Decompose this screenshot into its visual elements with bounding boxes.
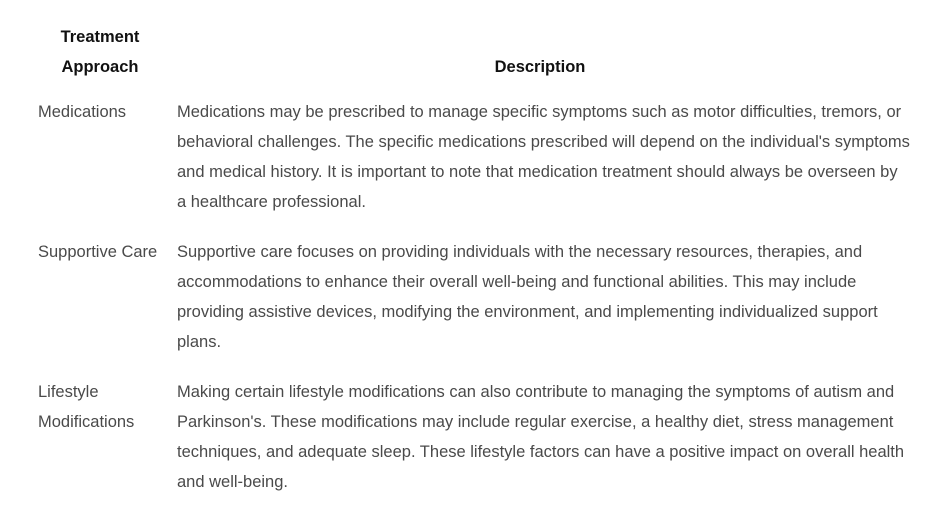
header-treatment-approach: Treatment Approach — [60, 28, 140, 76]
row-description-cell: Medications may be prescribed to manage specific symptoms such as motor difficulties, tremors, or behavioral challenges. The specific medications prescribed will depend on the individual's symptoms and medical history. It is important to note that medication treatment should always be overseen by a healthcare professional. — [177, 103, 910, 211]
table-row — [30, 237, 910, 377]
row-description-cell: Supportive care focuses on providing individuals with the necessary resources, therapies, and accommodations to enhance their overall well-being and functional abilities. This may include providing assistive devices, modifying the environment, and implementing individualized support plans. — [177, 243, 878, 351]
treatment-table-container — [30, 22, 910, 517]
treatment-table — [30, 22, 910, 517]
header-description: Description — [494, 58, 586, 76]
row-approach-cell: Lifestyle Modifications — [38, 383, 135, 431]
table-header-row — [30, 22, 910, 97]
table-row — [30, 377, 910, 517]
row-description-cell: Making certain lifestyle modifications can also contribute to managing the symptoms of autism and Parkinson's. These modifications may include regular exercise, a healthy diet, stress management techniques, and adequate sleep. These lifestyle factors can have a positive impact on overall health and well-being. — [177, 383, 905, 491]
row-approach-cell: Medications — [38, 103, 127, 121]
row-approach-cell: Supportive Care — [38, 243, 158, 261]
table-row — [30, 97, 910, 237]
